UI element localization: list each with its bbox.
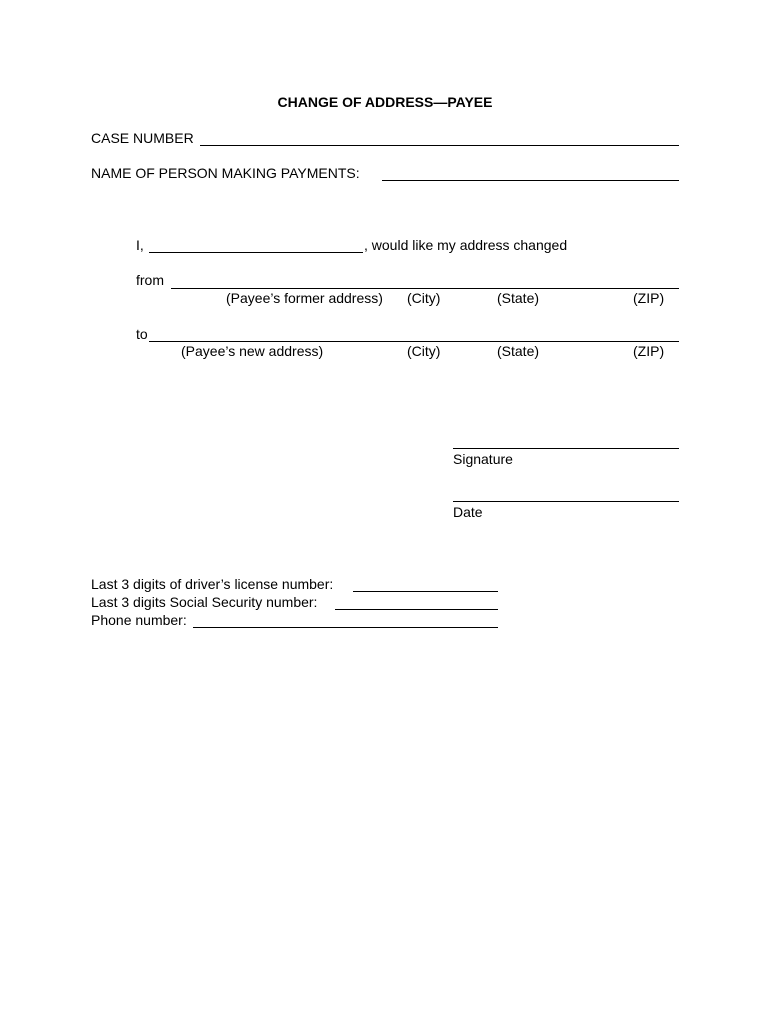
statement-prefix: I, (136, 237, 144, 253)
to-label: to (136, 326, 148, 342)
form-title: CHANGE OF ADDRESS—PAYEE (277, 94, 493, 110)
former-address-field[interactable] (171, 288, 679, 289)
license-label: Last 3 digits of driver’s license number: (91, 576, 334, 592)
ssn-label: Last 3 digits Social Security number: (91, 594, 318, 610)
case-number-label: CASE NUMBER (91, 130, 194, 146)
from-label: from (136, 272, 164, 288)
statement-suffix: , would like my address changed (364, 237, 568, 253)
new-address-caption: (Payee’s new address) (181, 343, 324, 359)
case-number-field[interactable] (200, 145, 679, 146)
payer-name-field[interactable] (382, 180, 679, 181)
payee-name-field[interactable] (149, 252, 363, 253)
former-state-caption: (State) (497, 290, 540, 306)
former-zip-caption: (ZIP) (633, 290, 665, 306)
phone-field[interactable] (193, 627, 498, 628)
license-field[interactable] (353, 591, 498, 592)
signature-field[interactable] (453, 448, 679, 449)
former-city-caption: (City) (407, 290, 441, 306)
new-state-caption: (State) (497, 343, 540, 359)
new-city-caption: (City) (407, 343, 441, 359)
date-label: Date (453, 504, 483, 520)
former-address-caption: (Payee’s former address) (226, 290, 383, 306)
phone-label: Phone number: (91, 612, 187, 628)
new-zip-caption: (ZIP) (633, 343, 665, 359)
payer-name-label: NAME OF PERSON MAKING PAYMENTS: (91, 165, 360, 181)
ssn-field[interactable] (335, 609, 498, 610)
new-address-field[interactable] (149, 341, 679, 342)
signature-label: Signature (453, 451, 513, 467)
date-field[interactable] (453, 501, 679, 502)
